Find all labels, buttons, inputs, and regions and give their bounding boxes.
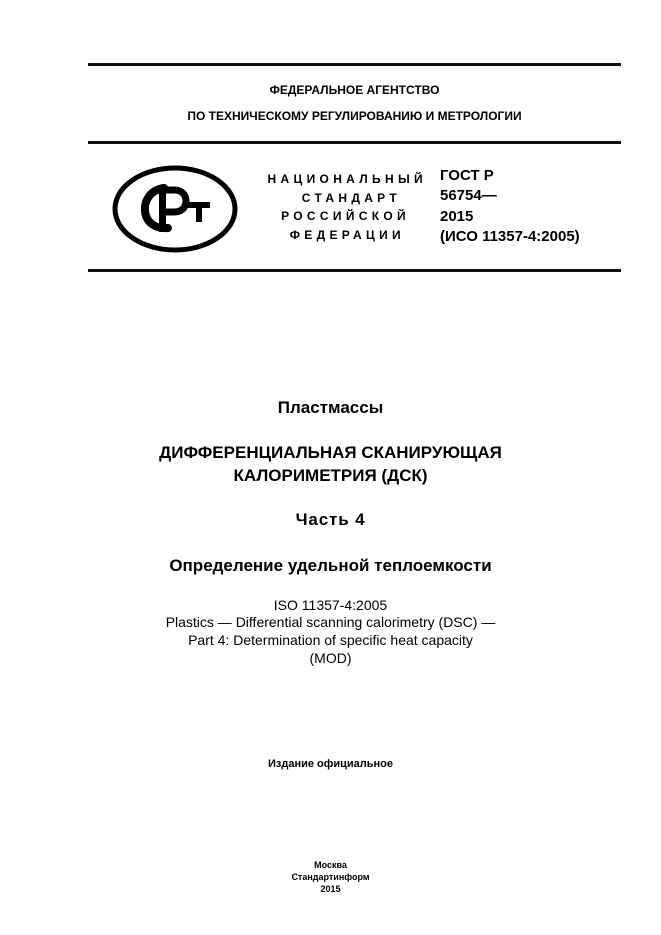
subtitle: Определение удельной теплоемкости	[169, 556, 492, 575]
iso-reference-line-2: Plastics — Differential scanning calorimetry (DSC) —	[165, 614, 496, 630]
agency-line-1: ФЕДЕРАЛЬНОЕ АГЕНТСТВО	[269, 83, 440, 97]
imprint-publisher: Стандартинформ	[291, 872, 370, 882]
standard-type-line-1: НАЦИОНАЛЬНЫЙ	[267, 172, 427, 186]
standard-type-line-3: РОССИЙСКОЙ	[281, 209, 410, 223]
iso-reference-line-4: (MOD)	[309, 650, 352, 666]
standard-type-line-4: ФЕДЕРАЦИИ	[289, 228, 405, 242]
part-title: Часть 4	[295, 510, 366, 529]
designation-line-4: (ИСО 11357-4:2005)	[440, 228, 580, 245]
designation-line-3: 2015	[440, 208, 474, 225]
imprint-year: 2015	[320, 884, 341, 894]
edition-label: Издание официальное	[267, 758, 394, 770]
designation-line-1: ГОСТ Р	[440, 167, 494, 184]
designation-line-2: 56754—	[440, 187, 497, 204]
gost-r-logo-icon	[112, 165, 238, 253]
subject-title: Пластмассы	[277, 398, 384, 417]
iso-reference-line-1: ISO 11357-4:2005	[273, 597, 388, 613]
agency-line-2: ПО ТЕХНИЧЕСКОМУ РЕГУЛИРОВАНИЮ И МЕТРОЛОГИИ	[187, 109, 522, 123]
imprint-city: Москва	[314, 860, 347, 870]
bottom-rule	[88, 269, 621, 272]
middle-rule	[88, 141, 621, 144]
top-rule	[88, 63, 621, 66]
iso-reference-line-3: Part 4: Determination of specific heat capacity	[188, 632, 473, 648]
main-title-line-1: ДИФФЕРЕНЦИАЛЬНАЯ СКАНИРУЮЩАЯ	[159, 443, 502, 462]
standard-type-line-2: СТАНДАРТ	[301, 191, 401, 205]
main-title-line-2: КАЛОРИМЕТРИЯ (ДСК)	[233, 466, 428, 485]
